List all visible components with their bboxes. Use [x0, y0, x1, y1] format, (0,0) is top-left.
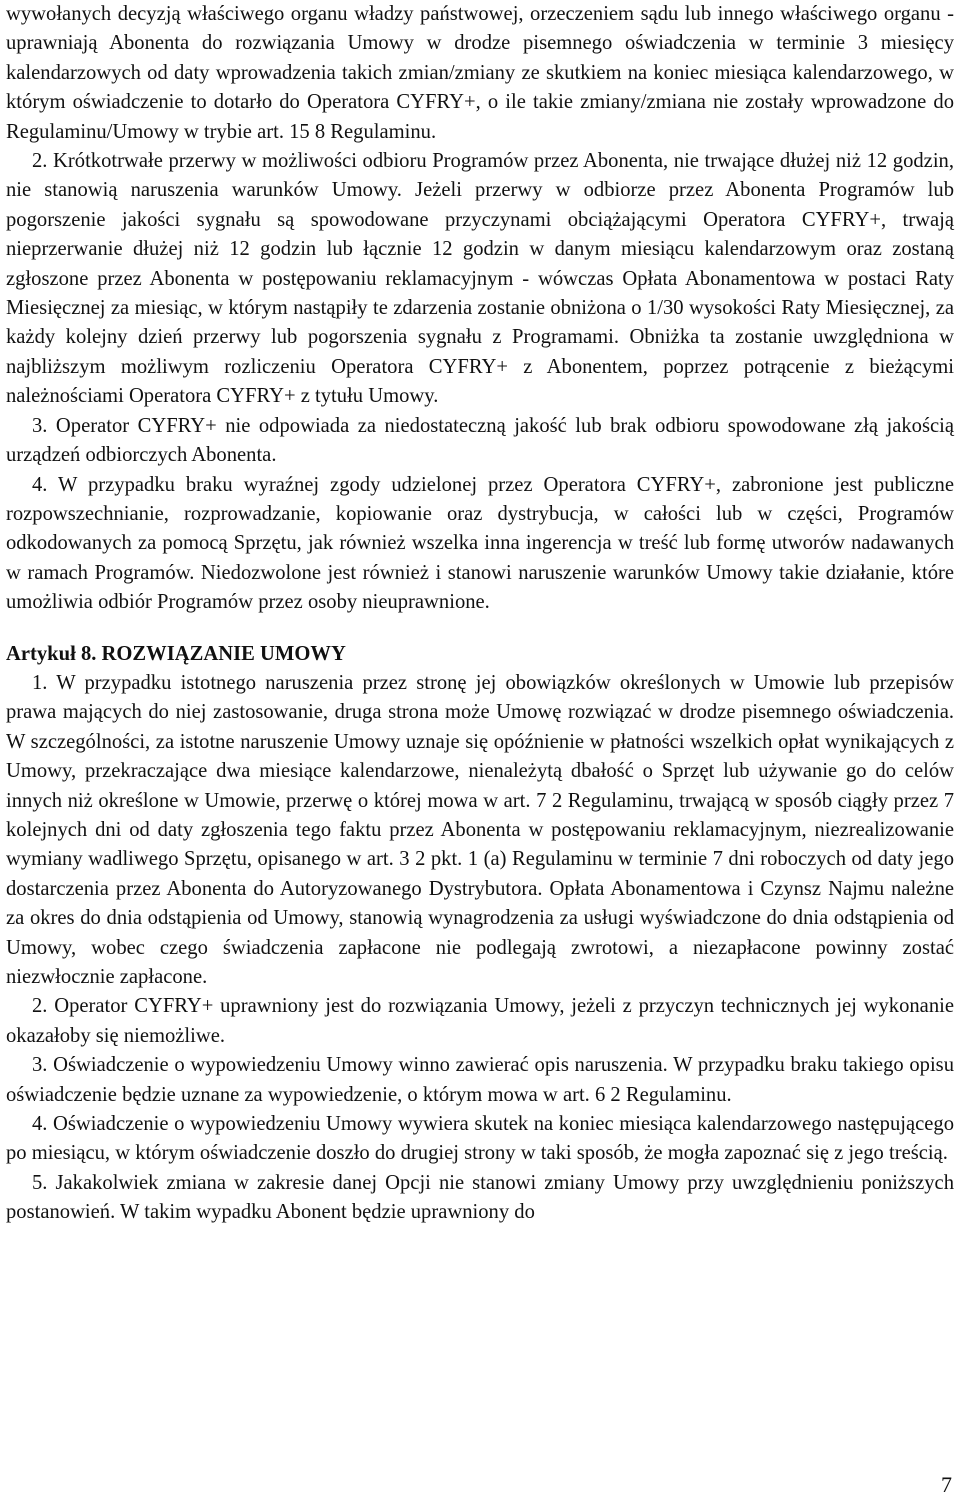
paragraph-continuation: wywołanych decyzją właściwego organu władzy państwowej, orzeczeniem sądu lub innego właściwego organu - uprawniają Abonenta do rozwiązania Umowy w drodze pisemnego oświadczenia w terminie 3 miesięcy kalendarzowych od daty wprowadzenia takich zmian/zmiany ze skutkiem na koniec miesiąca kalendarzowego, w którym oświadczenie to dotarło do Operatora CYFRY+, o ile takie zmiany/zmiana nie zostały wprowadzone do Regulaminu/Umowy w trybie art. 15 8 Regulaminu.: [6, 3, 954, 143]
paragraph-8-5: 5. Jakakolwiek zmiana w zakresie danej Opcji nie stanowi zmiany Umowy przy uwzględnieniu poniższych postanowień. W takim wypadku Abonent będzie uprawniony do: [6, 1171, 954, 1224]
article-8-heading: Artykuł 8. ROZWIĄZANIE UMOWY: [6, 642, 346, 665]
paragraph-8-1: 1. W przypadku istotnego naruszenia przez stronę jej obowiązków określonych w Umowie lub przepisów prawa mających do niej zastosowanie, druga strona może Umowę rozwiązać w drodze pisemnego oświadczenia. W szczególności, za istotne naruszenie Umowy uznaje się opóźnienie w płatności wszelkich opłat wynikających z Umowy, przekraczające dwa miesiące kalendarzowe, nienależytą dbałość o Sprzęt lub używanie go do celów innych niż określone w Umowie, przerwę o której mowa w art. 7 2 Regulaminu, trwającą w sposób ciągły przez 7 kolejnych dni od daty zgłoszenia tego faktu przez Abonenta w postępowaniu reklamacyjnym, niezrealizowanie wymiany wadliwego Sprzętu, opisanego w art. 3 2 pkt. 1 (a) Regulaminu w terminie 7 dni roboczych od daty jego dostarczenia przez Abonenta do Autoryzowanego Dystrybutora. Opłata Abonamentowa i Czynsz Najmu należne za okres do dnia odstąpienia od Umowy, stanowią wynagrodzenia za usługi wyświadczone do dnia odstąpienia od Umowy, wobec czego świadczenia zapłacone nie podlegają zwrotowi, a niezapłacone powinny zostać niezwłocznie zapłacone.: [6, 671, 954, 988]
paragraph-8-4: 4. Oświadczenie o wypowiedzeniu Umowy wywiera skutek na koniec miesiąca kalendarzowego następującego po miesiącu, w którym oświadczenie doszło do drugiej strony w taki sposób, że mogła zapoznać się z jego treścią.: [6, 1113, 954, 1165]
paragraph-7-3: 3. Operator CYFRY+ nie odpowiada za niedostateczną jakość lub brak odbioru spowodowane złą jakością urządzeń odbiorczych Abonenta.: [6, 414, 954, 467]
paragraph-7-4: 4. W przypadku braku wyraźnej zgody udzielonej przez Operatora CYFRY+, zabronione jest publiczne rozpowszechnianie, rozprowadzanie, kopiowanie oraz dystrybucja, w całości lub w części, Programów odkodowanych za pomocą Sprzętu, jak również wszelka inna ingerencja w treść lub formę utworów nadawanych w ramach Programów. Niedozwolone jest również i stanowi naruszenie warunków Umowy takie działanie, które umożliwia odbiór Programów przez osoby nieuprawnione.: [6, 473, 954, 614]
document-page: [6, 0, 954, 1228]
paragraph-7-2: 2. Krótkotrwałe przerwy w możliwości odbioru Programów przez Abonenta, nie trwające dłużej niż 12 godzin, nie stanowią naruszenia warunków Umowy. Jeżeli przerwy w odbiorze przez Abonenta Programów lub pogorszenie jakości sygnału są spowodowane przyczynami obciążającymi Operatora CYFRY+, trwają nieprzerwanie dłużej niż 12 godzin lub łącznie 12 godzin w danym miesiącu kalendarzowym oraz zostaną zgłoszone przez Abonenta w postępowaniu reklamacyjnym - wówczas Opłata Abonamentowa w postaci Raty Miesięcznej za miesiąc, w którym nastąpiły te zdarzenia zostanie obniżona o 1/30 wysokości Raty Miesięcznej, za każdy kolejny dzień przerwy lub pogorszenia sygnału z Programami. Obniżka ta zostanie uwzględniona w najbliższym możliwym rozliczeniu Operatora CYFRY+ z Abonentem, poprzez potrącenie z bieżącymi należnościami Operatora CYFRY+ z tytułu Umowy.: [6, 150, 954, 408]
paragraph-8-3: 3. Oświadczenie o wypowiedzeniu Umowy winno zawierać opis naruszenia. W przypadku braku takiego opisu oświadczenie będzie uznane za wypowiedzenie, o którym mowa w art. 6 2 Regulaminu.: [6, 1054, 954, 1106]
page-number: 7: [941, 1472, 952, 1497]
paragraph-8-2: 2. Operator CYFRY+ uprawniony jest do rozwiązania Umowy, jeżeli z przyczyn technicznych jej wykonanie okazałoby się niemożliwe.: [6, 995, 954, 1047]
